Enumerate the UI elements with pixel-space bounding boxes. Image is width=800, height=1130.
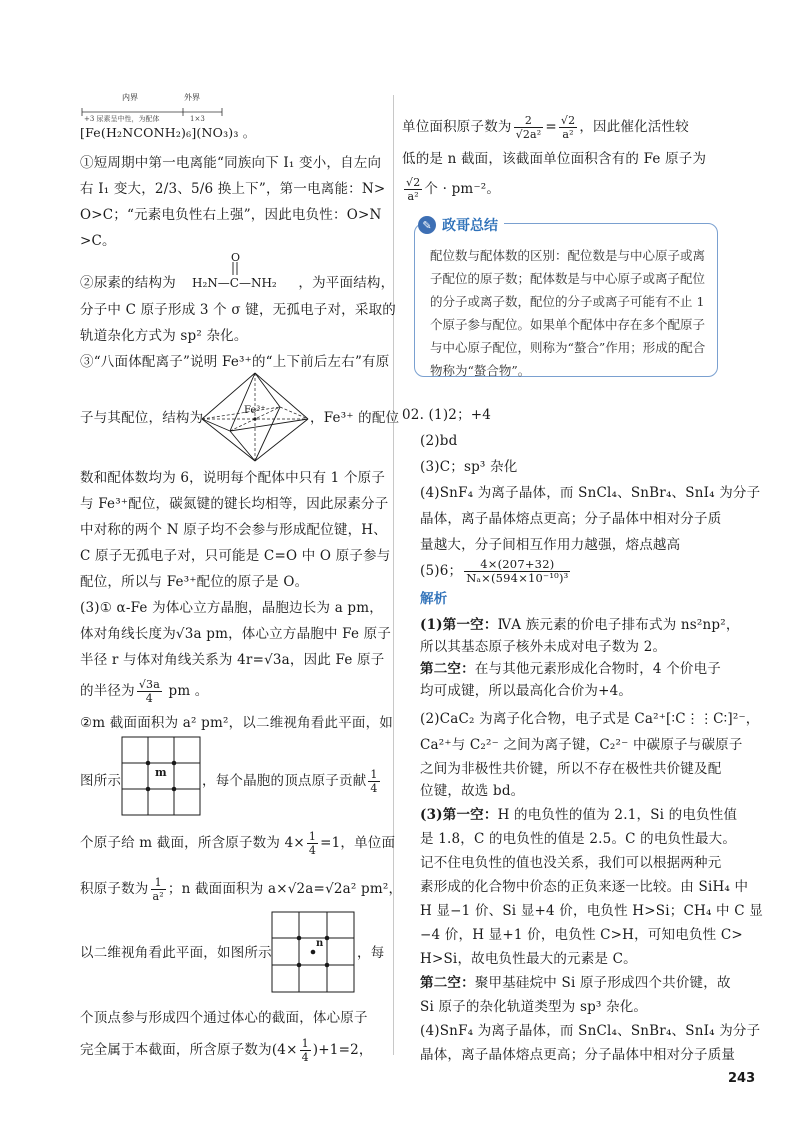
answer-4-line1: (4)SnF₄ 为离子晶体，而 SnCl₄、SnBr₄、SnI₄ 为分子: [420, 485, 761, 501]
answer-3: (3)C；sp³ 杂化: [420, 459, 518, 475]
para-m-2: 图所示: [80, 773, 122, 789]
answer-q02: 02. (1)2；+4: [402, 407, 492, 423]
para-r1: [402, 114, 689, 141]
explain-3d: 位键，故选 bd。: [420, 783, 525, 799]
quarter-num: 1: [370, 768, 378, 781]
para-octahedral-2: [80, 405, 203, 431]
page-number: 243: [728, 1071, 756, 1086]
explain-6a: (4)SnF₄ 为离子晶体，而 SnCl₄、SnBr₄、SnI₄ 为分子: [420, 1023, 761, 1039]
explain-4d: 素形成的化合物中价态的正负来逐一比较。由 SiH₄ 中: [420, 879, 749, 895]
e1-bold: (1)第一空：: [420, 617, 498, 633]
e4-bold: (3)第一空：: [420, 807, 498, 823]
a5-den: Nₐ×(594×10⁻¹⁰)³: [466, 571, 569, 585]
n-count-fraction: [300, 1037, 311, 1064]
r3-den: a²: [407, 190, 419, 203]
explain-4g: H>Si，故电负性最大的元素是 C。: [420, 951, 637, 967]
para-coord-5: 配位，所以与 Fe³⁺配位的原子是 O。: [80, 574, 309, 590]
n-label: n: [316, 938, 324, 949]
answer-4-line3: 量越大，分子间相互作用力越强，熔点越高: [420, 537, 681, 553]
explain-4b: 是 1.8，C 的电负性的值是 2.5。C 的电负性最大。: [420, 831, 737, 847]
explain-1b: 所以其基态原子核外未成对电子数为 2。: [420, 639, 667, 655]
radius-pre: 的半径为: [80, 683, 135, 699]
n-count-den: 4: [301, 1051, 309, 1064]
e4-text: H 的电负性的值为 2.1，Si 的电负性值: [497, 807, 738, 823]
outer-sphere-label: 外界: [184, 93, 200, 102]
r1-f2-num: √2: [560, 114, 576, 127]
r1-post: ，因此催化活性较: [579, 119, 689, 135]
para-bcc-2: 体对角线长度为√3a pm，体心立方晶胞中 Fe 原子: [80, 626, 392, 642]
e5-text: 聚甲基硅烷中 Si 原子形成四个共价键，故: [474, 975, 731, 991]
octahedron-diagram: [200, 371, 310, 463]
explain-2b: 均可成键，所以最高化合价为+4。: [420, 683, 633, 699]
e2-text: 在与其他元素形成化合物时，4 个价电子: [474, 661, 721, 677]
octa-pre: 子与其配位，结构为: [80, 410, 204, 426]
radius-num: √3a: [138, 678, 160, 691]
explain-3a: (2)CaC₂ 为离子化合物，电子式是 Ca²⁺[∶C⋮⋮C∶]²⁻，: [420, 711, 760, 727]
n-count-paren-open: (4×: [271, 1042, 298, 1058]
urea-oxygen: O: [231, 251, 241, 264]
radius-den: 4: [145, 692, 153, 705]
para-bcc-4: [80, 678, 209, 705]
para-coord-2: 与 Fe³⁺配位，碳氮键的键长均相等，因此尿素分子: [80, 496, 389, 512]
a5-pre: (5)6；: [420, 563, 463, 579]
complex-formula: [Fe(H₂NCONH₂)₆](NO₃)₃ 。: [80, 125, 256, 140]
quarter-den: 4: [370, 782, 378, 795]
explain-5: [420, 970, 731, 996]
explain-5b: Si 原子的杂化轨道类型为 sp³ 杂化。: [420, 999, 648, 1015]
a5-num: 4×(207+32): [464, 558, 570, 572]
para-octahedral-1: ③“八面体配离子”说明 Fe³⁺的“上下前后左右”有原: [80, 354, 390, 370]
urea-formula: H₂N—C—NH₂: [192, 276, 277, 290]
summary-text: 配位数与配体数的区别：配位数是与中心原子或离子配位的原子数；配体数是与中心原子或离子配位的分子或离子数，配位的分子或离子可能有不止 1 个原子参与配位。如果单个配体中存在多个配原子与中心原子配位，则称为“螯合”作用；形成的配合物称为“螯合物”。: [430, 248, 706, 378]
explain-4e: H 显−1 价、Si 显+4 价，电负性 H>Si；CH₄ 中 C 显: [420, 903, 763, 919]
summary-header: [418, 214, 504, 236]
radius-post: pm 。: [163, 683, 209, 699]
para-n-2: 以二维视角看此平面，如图所示: [80, 945, 272, 961]
r1-pre: 单位面积原子数为: [402, 119, 512, 135]
para-ionization-1: ①短周期中第一电离能“同族向下 I₁ 变小，自左向: [80, 155, 382, 171]
explain-3b: Ca²⁺与 C₂²⁻ 之间为离子键，C₂²⁻ 中碳原子与碳原子: [420, 737, 743, 753]
para-r2: 低的是 n 截面，该截面单位面积含有的 Fe 原子为: [402, 151, 707, 167]
para-n-2-post: ，每: [357, 945, 385, 961]
count-note: 1×3: [190, 115, 205, 123]
para-bcc-1: (3)① α-Fe 为体心立方晶胞，晶胞边长为 a pm，: [80, 600, 383, 616]
para-m-3: [80, 830, 395, 857]
analysis-heading: 解析: [420, 591, 448, 607]
m-count-num: 1: [308, 830, 317, 843]
m-count-den: 4: [308, 844, 317, 857]
para-n-4: [80, 1037, 373, 1064]
radius-fraction: [137, 678, 162, 705]
urea-text-post: ，为平面结构，: [298, 275, 395, 291]
para-n-1: [80, 876, 402, 903]
answer-5: [420, 558, 572, 585]
answer-4-line2: 晶体，离子晶体熔点更高；分子晶体中相对分子质: [420, 511, 722, 527]
n-count-paren-close: ): [312, 1042, 319, 1058]
m-label: m: [155, 766, 167, 779]
n-count-post: +1=2，: [318, 1042, 373, 1058]
e5-bold: 第二空：: [420, 975, 475, 991]
para-n-3: 个顶点参与形成四个通过体心的截面，体心原子: [80, 1010, 368, 1026]
column-divider: [393, 95, 394, 1055]
para-coord-3: 中对称的两个 N 原子均不会参与形成配位键，H、: [80, 522, 387, 538]
a5-fraction: [464, 558, 570, 585]
m-count-post: =1，单位面: [320, 835, 396, 851]
para-bcc-3: 半径 r 与体对角线关系为 4r=√3a，因此 Fe 原子: [80, 652, 385, 668]
r3-post: 个 · pm⁻²。: [424, 181, 501, 197]
para-r3: [402, 176, 500, 203]
m-count-fraction: [307, 830, 318, 857]
r3-fraction: [404, 176, 422, 203]
density-post: ；n 截面面积为 a×√2a=√2a² pm²，: [167, 881, 403, 897]
para-coord-4: C 原子无孤电子对，只可能是 C=O 中 O 原子参与: [80, 548, 391, 564]
para-octahedral-2-post: ，Fe³⁺ 的配位: [310, 410, 400, 426]
e2-bold: 第二空：: [420, 661, 475, 677]
summary-title: 政哥总结: [442, 218, 498, 234]
r1-f2-den: a²: [562, 128, 574, 141]
r1-f1-num: 2: [514, 114, 544, 128]
inner-sphere-label: 内界: [122, 93, 138, 102]
n-count-num: 1: [301, 1037, 309, 1050]
density-pre: 积原子数为: [80, 881, 149, 897]
r1-f1-den: √2a²: [515, 128, 542, 141]
para-urea-2: 分子中 C 原子形成 3 个 σ 键，无孤电子对，采取的: [80, 302, 396, 318]
explain-3c: 之间为非极性共价键，所以不存在极性共价键及配: [420, 761, 722, 777]
ligand-note: +3 尿素呈中性，为配体: [84, 115, 160, 123]
fe-center-label: Fe³⁺: [244, 405, 266, 416]
explain-4c: 记不住电负性的值也没关系，我们可以根据两种元: [420, 855, 722, 871]
explain-4f: −4 价，H 显+1 价，电负性 C>H，可知电负性 C>: [420, 927, 743, 943]
density-num: 1: [151, 876, 166, 890]
r1-frac-2: [559, 114, 577, 141]
explain-4: [420, 802, 737, 828]
para-ionization-4: >C。: [80, 233, 116, 249]
para-coord-1: 数和配体数均为 6，说明每个配体中只有 1 个原子: [80, 470, 386, 486]
vertex-contrib-text: ，每个晶胞的顶点原子贡献: [202, 773, 367, 789]
density-fraction: [151, 876, 166, 903]
n-section-grid: [271, 911, 355, 993]
n-count-pre: 完全属于本截面，所含原子数为: [80, 1042, 272, 1058]
r1-frac-1: [514, 114, 544, 141]
para-urea-3: 轨道杂化方式为 sp² 杂化。: [80, 328, 248, 344]
answer-2: (2)bd: [420, 433, 458, 449]
para-m-1: ②m 截面面积为 a² pm²，以二维视角看此平面，如: [80, 715, 393, 731]
pencil-icon: ✎: [418, 216, 436, 234]
r1-eq: =: [545, 119, 557, 135]
explain-6b: 晶体，离子晶体熔点更高；分子晶体中相对分子质量: [420, 1047, 736, 1063]
quarter-fraction: [368, 768, 379, 795]
para-ionization-2: 右 I₁ 变大，2/3、5/6 换上下”，第一电离能：N>: [80, 181, 386, 197]
para-ionization-3: O>C；“元素电负性右上强”，因此电负性：O>N: [80, 207, 382, 223]
m-count-pre: 个原子给 m 截面，所含原子数为 4×: [80, 835, 305, 851]
urea-text-pre: ②尿素的结构为: [80, 275, 181, 291]
para-m-2-post: [202, 768, 382, 795]
r3-num: √2: [406, 176, 421, 189]
e1-text: ⅣA 族元素的价电子排布式为 ns²np²，: [497, 617, 740, 633]
density-den: a²: [152, 890, 164, 903]
